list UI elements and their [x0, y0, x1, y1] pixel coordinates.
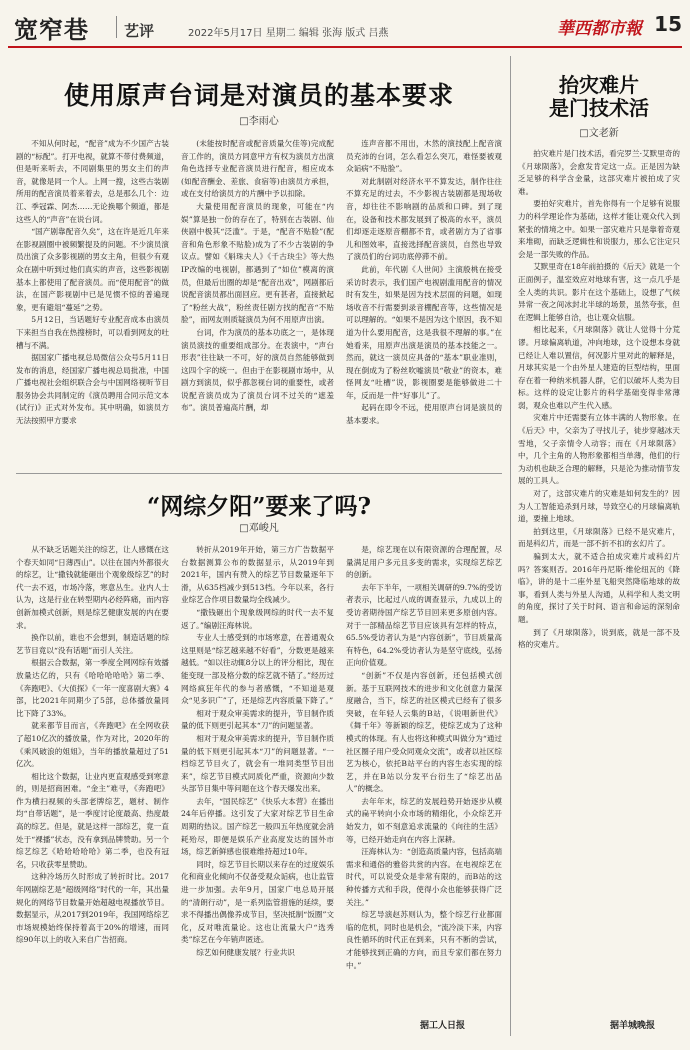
- paragraph: (未能按时配音或配音质量欠佳等)完成配音工作的，演员方同意甲方有权为演员方出演角色选择专业配音演员进行配音，相应成本(如配音酬金、差旅、食宿等)由演员方承担，或在支付给演员方的片酬中予以扣除。: [181, 139, 334, 199]
- paragraph: “撒钱砸出个现象级网综的时代一去不复返了。”编剧汪海林说。: [181, 607, 334, 630]
- article2-column-3: [346, 544, 502, 1014]
- article2-column-2: [181, 544, 334, 1032]
- article3-title: [518, 74, 680, 120]
- paragraph: “创新”不仅是内容创新，还包括模式创新。基于互联网技术的进步和文化创意力量深度融合，当下，综艺的社区模式已经有了很多突破，在年轻人云集的B站，《说唱新世代》《舞千年》等新颖的综艺，使综艺成为了这种模式的体现。有人也将这种模式叫做分为“通过社区圈子用户受众同观众交流”，或者以社区综艺为核心，依托B站平台的内容生态实现的综艺，并在B站以分发平台衍生了“综艺出品人”的概念。: [346, 670, 502, 794]
- article2-author: □邓峻凡: [239, 523, 279, 534]
- paragraph: 综艺如何健康发展？行业共识: [196, 948, 295, 957]
- paragraph: 骗到太大，就不适合拍成灾难片或科幻片吗？答案则否。2016年丹尼斯·维伦纽瓦的《降临》，讲的是十二座外星飞船突然降临地球的故事，看到人类与外星人沟通，从科学和人类文明的角度，探讨了关于时间、语言和命运的深刻命题。: [518, 552, 680, 624]
- column-name: 宽窄巷: [14, 16, 89, 44]
- masthead: [8, 6, 682, 46]
- column-divider-vertical: [510, 56, 511, 1036]
- paragraph: 从不缺乏话题关注的综艺，让人感慨在这个春天如同“日薄西山”。以往在国内外都很火的综艺，让“撒钱就能砸出个观象级综艺”的时代一去不返，市场冷落，寒意丛生。业内人士认为，这是行业在转型期内必经阵痛，而内容创新加模式创新，则是综艺健康发展的内在要求。: [16, 545, 169, 630]
- paragraph: 转折从2019年开始，第三方广告数据平台数据测算公布的数据显示，从2019年到2021年，国内有赞入的综艺节目数量逐年下滑，从635档减少到513档。今年以来，各行业综艺合作项目数量均全线减少。: [181, 545, 334, 605]
- paragraph: 艾默里奇在18年前拍摄的《后天》就是一个正面例子，温室效应对地球有害，这一点几乎是全人类的共识。影片在这个基础上，设想了气候异常一夜之间冰封北半球的场景，虽然夸张，但在逻辑上能够自洽，也让观众信服。: [518, 262, 680, 322]
- article3-title-line1: 抬灾难片: [559, 73, 639, 97]
- article2-column-1: [16, 544, 169, 1032]
- paragraph: 根据云合数据，第一季度全网网综有效播放量达亿的，只有《哈哈哈哈哈》第二季、《奔跑吧》、《大侦探》《一年一度喜剧大赛》4部，比2021年同期少了5部，总体播放量同比下降了33%。: [16, 658, 169, 718]
- paragraph: 起码在即令不远，使用原声台词是演员的基本要求。: [346, 403, 502, 426]
- article1-title: 使用原声台词是对演员的基本要求: [63, 81, 454, 110]
- article-divider-horizontal: [16, 473, 502, 474]
- paragraph: 相比起来，《月球陨落》就让人觉得十分荒谬。月球偏离轨道，冲向地球，这个设想本身就已经让人难以置信，何况影片里对此的解释是，月球其实是一个由外星人建造的巨型结构，里面存在着一种纳米机器人群，它们以破坏人类为目标。这样的设定让影片的科学基础变得非常薄弱，观众也难以产生代入感。: [518, 325, 680, 410]
- paragraph: 对此制剧对经济水平不算发达，制作往往不算充足的过去，不少影视古装剧都是现场收音，却往往不影响剧的品质和口碑。到了现在，设备和技术都发展到了极高的水平，演员们却逐走逐原音棚都不肯，或者剧方为了省事儿和图效率，直接选择配音演员，自然也导致了演员们的台词功底停滞不前。: [346, 176, 502, 262]
- paragraph: 台词，作为演员的基本功底之一，是体现演员演技的重要组成部分。在表演中，“声台形表”往往缺一不可，好的演员自然能够做到这四个字的统一。但由于在影视剧市场中，从剧方到演员，似乎都忽视台词的重要性，或者说配音演员成为了演员台词不过关的“遮羞布”。演员普遍高片酬，却: [181, 327, 334, 413]
- paragraph: 这种冷场历久时形成了转折时比。2017年网剧综艺是“超级网络”时代的一年，其出量规化的网络节目数量开始超越电视播放节目。数据显示，从2017到2019年，我国网络综艺市场规模始终保持着高于20%的增速，而同综90年以上的收入来自广告招商。: [16, 872, 169, 945]
- paragraph: 不知从何时起，“配音”成为不少国产古装剧的“标配”。打开电视，就算不带付费频道，但是听来听去，不同剧集里的男女主们的声音，就像是同一个人。上网一搜，这些古装剧所用的配音演员着来着去，总是那么几个：边江、季冠霖、阿杰……无论换哪个频道，都是这些人的“声音”在说台词。: [16, 139, 169, 224]
- paragraph: 大量使用配音演员的现象，可能在“内娱”算是独一份的存在了，特别在古装剧、仙侠剧中极其“泛滥”。于是，“配音不贴脸”(配音和角色形象不贴脸)成为了不少古装剧的争议点。譬如《斛珠夫人》《千古玦尘》等大热IP改编的电视剧，都遇到了“如位”模离的演员，但最后出圈的却是“配音出戏”，网剧都后说配音演员都出面回应。更有甚者，直接掀起了“粉丝大战”，粉丝责任剧方找的配音“不贴脸”，而网友则质疑演员为何不用原声出演。: [181, 201, 334, 325]
- paragraph: 据国家广播电视总局微信公众号5月11日发布的消息，经国家广播电视总局批准，中国广播电视社会组织联合会与中国网络视听节目服务协会共同制定的《演员聘用合同示范文本(试行)》正式对外发布。其中明确，如演员方无法按照甲方要求: [16, 353, 169, 426]
- paragraph: 拍到这里，《月球陨落》已经不是灾难片，而是科幻片，而是一部不折不扣的玄幻片了。: [518, 526, 680, 549]
- paragraph: 此前，年代剧《人世间》主演殷桃在接受采访时表示，我们国产电视剧滥用配音的情况时有发生，如果是因为技术层面的问题，如现场收音不行需要到录音棚配音等，这些情况是可以理解的。“如果不是因为这个原因，我不知道为什么要用配音，这是我很不理解的事。”在她看来，用原声出演是演员的基本技能之一。然而，就这一演员应具备的“基本”职业准则，现在倒成为了粉丝吹嘘演员“敬业”的资本，难怪网友“吐槽”说，影视圈要是能够做进二十年，反而是一件“好事儿”了。: [346, 264, 502, 400]
- paragraph: 5月12日，当话题好专业配音成本由演员下来担当自我在热搜榜时，可以看到网友的吐槽与不满。: [16, 315, 169, 350]
- paragraph: 是，综艺现在以有限资源的合理配置，尽量满足用户多元且多变的需求，实现综艺综艺的创新。: [346, 545, 502, 580]
- article1-column-3: [346, 138, 502, 460]
- article1-column-1: [16, 138, 169, 460]
- article3-author: □文老新: [579, 128, 619, 139]
- section-name: 艺评: [124, 22, 155, 40]
- paragraph: 汪海林认为：“创造高质量内容，包括高端需求和通俗的雅俗共赏的内容。在电视综艺在时代，可以说受众是非常有限的，而B站的这种传播方式和手段，使得小众也能够获得广泛关注。”: [346, 847, 502, 907]
- paragraph: 相对于观众审美需求的提升，节目制作质量的低下则更引起其本“刀”的问题显著。: [181, 708, 334, 731]
- paragraph: 相比这个数据，让业内更直观感受到寒意的，则是招商困难。“金主”难寻，《奔跑吧》作为横扫视频的头部老牌综艺，题材、制作均“自带话题”，是一季度讨论度最高、热度最高的综艺。但是，就是这样一部综艺，竟一直处于“裸播”状态，没有拿到品牌赞助。另一个综艺综艺《哈哈哈哈哈》第二季，也没有冠名，只收获零星赞助。: [16, 771, 169, 869]
- article1-author: □李雨心: [239, 116, 279, 127]
- paragraph: 要拍好灾难片，首先你得有一个足够有说服力的科学理论作为基础，这样才能让观众代入到紧张的情境之中。如果一部灾难片只是靠着奇观来堆砌，而缺乏逻辑性和说服力，那么它注定只会是一部失败的作品。: [518, 199, 680, 259]
- paragraph: 就来都节目而言，《奔跑吧》在全网收获了超10亿次的播放量，作为对比，2020年的《乘风破浪的姐姐》，当年的播放量超过了51亿次。: [16, 721, 169, 769]
- newspaper-logo: 華西都市報: [557, 19, 642, 39]
- paragraph: 换作以前，谁也不会想到，制造话题的综艺节目竟以“没有话题”而引人关注。: [16, 633, 169, 655]
- paragraph: “国产剧靠配音久矣”，这在许是近几年来在影视剧圈中被频繁提及的问题。不少演员演员出演了众多影视剧的男女主角，但很少有观众在剧中听到过他们真实的声音，这些影视剧基本上都使用了配音演员。而“使用配音”的做法，在国产影视剧中已是见惯不惊的普遍现象，更有避俎“蔓延”之势。: [16, 227, 169, 312]
- paragraph: 连声音都不用出，木然的演技配上配音演员充沛的台词，怎么看怎么突兀，难怪要被观众诟病“不贴脸”。: [346, 139, 502, 174]
- article3-title-line2: 是门技术活: [549, 96, 649, 120]
- paragraph: 去年年末，综艺的发展趋势开始逐步从模式的扁平转向小众市场的精细化，小众综艺开始发力，如不刻意追求流量的《向往的生活》等，已经开始走向在内容上深耕。: [346, 796, 502, 844]
- paragraph: 对了，这部灾难片的灾难是如何发生的？因为人工智能追杀到月球，导致空心的月球偏离轨道，要撞上地球。: [518, 489, 680, 524]
- article2-title: “网综夕阳”要来了吗?: [147, 493, 371, 520]
- paragraph: 灾难片中还需要有立体丰满的人物形象。在《后天》中，父亲为了寻找儿子，徒步穿越冰天雪地，父子亲情令人动容；而在《月球陨落》中，几个主角的人物形象都相当单薄，他们的行为动机也缺乏合理的解释，只是沦为推动情节发展的工具人。: [518, 413, 680, 486]
- paragraph: 专业人士感受到的市场寒意，在普通观众这里则是“综艺越来越不好看”，分数更是越来越低。“如以往动辄8分以上的评分相比，现在能变现一部及格分数的综艺就不错了。”经历过网络疯狂年代的参与者感慨，“不知道是观众“见多识广”了，还是综艺内容质量下降了。”: [181, 633, 334, 706]
- paragraph: 去年，“国民综艺”《快乐大本营》在播出24年后停播。这引发了大家对综艺节目生命周期的热议。国产综艺一般四五年热度就会消耗殆尽，即便是娱乐产业高度发达的国外市场，综艺新鲜感也很难维持超过10年。: [181, 796, 334, 857]
- page-number: 15: [654, 12, 682, 36]
- paragraph: 到了《月球陨落》，说到底，就是一部不及格的灾难片。: [518, 627, 680, 650]
- article2-source: 据工人日报: [420, 1021, 466, 1031]
- issue-meta: 2022年5月17日 星期二 编辑 张海 版式 吕燕: [188, 28, 389, 39]
- masthead-rule: [8, 46, 682, 48]
- article3-column: [518, 148, 680, 1014]
- paragraph: 拍灾难片是门技术活，看完罗兰·艾默里奇的《月球陨落》，会愈发肯定这一点。正是因为缺乏足够的科学含金量，这部灾难片被拍成了灾难。: [518, 149, 680, 196]
- article3-source: 据羊城晚报: [610, 1021, 656, 1031]
- paragraph: 同时，综艺节目长期以来存在的过度娱乐化和商业化倾向不仅备受观众诟病，也让监管进一步加强。去年9月，国家广电总局开展的“清朗行动”，是一系列监管措施的延续，要求不得播出偶像养成节目，坚决抵制“饭圈”文化，反对唯流量论。这也让流量大户“选秀类”综艺在今年销声匿迹。: [181, 859, 334, 945]
- masthead-separator: [116, 16, 117, 38]
- article1-column-2: [181, 138, 334, 460]
- paragraph: 综艺导演赵苏则认为，整个综艺行业都面临的危机，同时也是机会，“流冷淡下来，内容良性循环的时代正在到来，只有不断的尝试，才能够找到正确的方向，而且专家们都在努力中。”: [346, 910, 502, 970]
- paragraph: 去年下半年，一项相关调研的9.7%的受访者表示，比起过八成的调查显示，九成以上的受访者期待国产综艺节目回来更多原创内容。对于一部精品综艺节目应该具有怎样的特点，65.5%受访者认为是“内容创新”，节目质量高有特色，64.2%受访者认为是坚守底线，弘扬正向价值观。: [346, 582, 502, 668]
- paragraph: 相对于观众审美需求的提升，节目制作质量的低下则更引起其本“刀”的问题显著。“一档综艺节目火了，就会有一堆同类型节目出来”，综艺节目模式同质化严重，资源向少数头部节目集中等问题在这个春天爆发出来。: [181, 733, 334, 794]
